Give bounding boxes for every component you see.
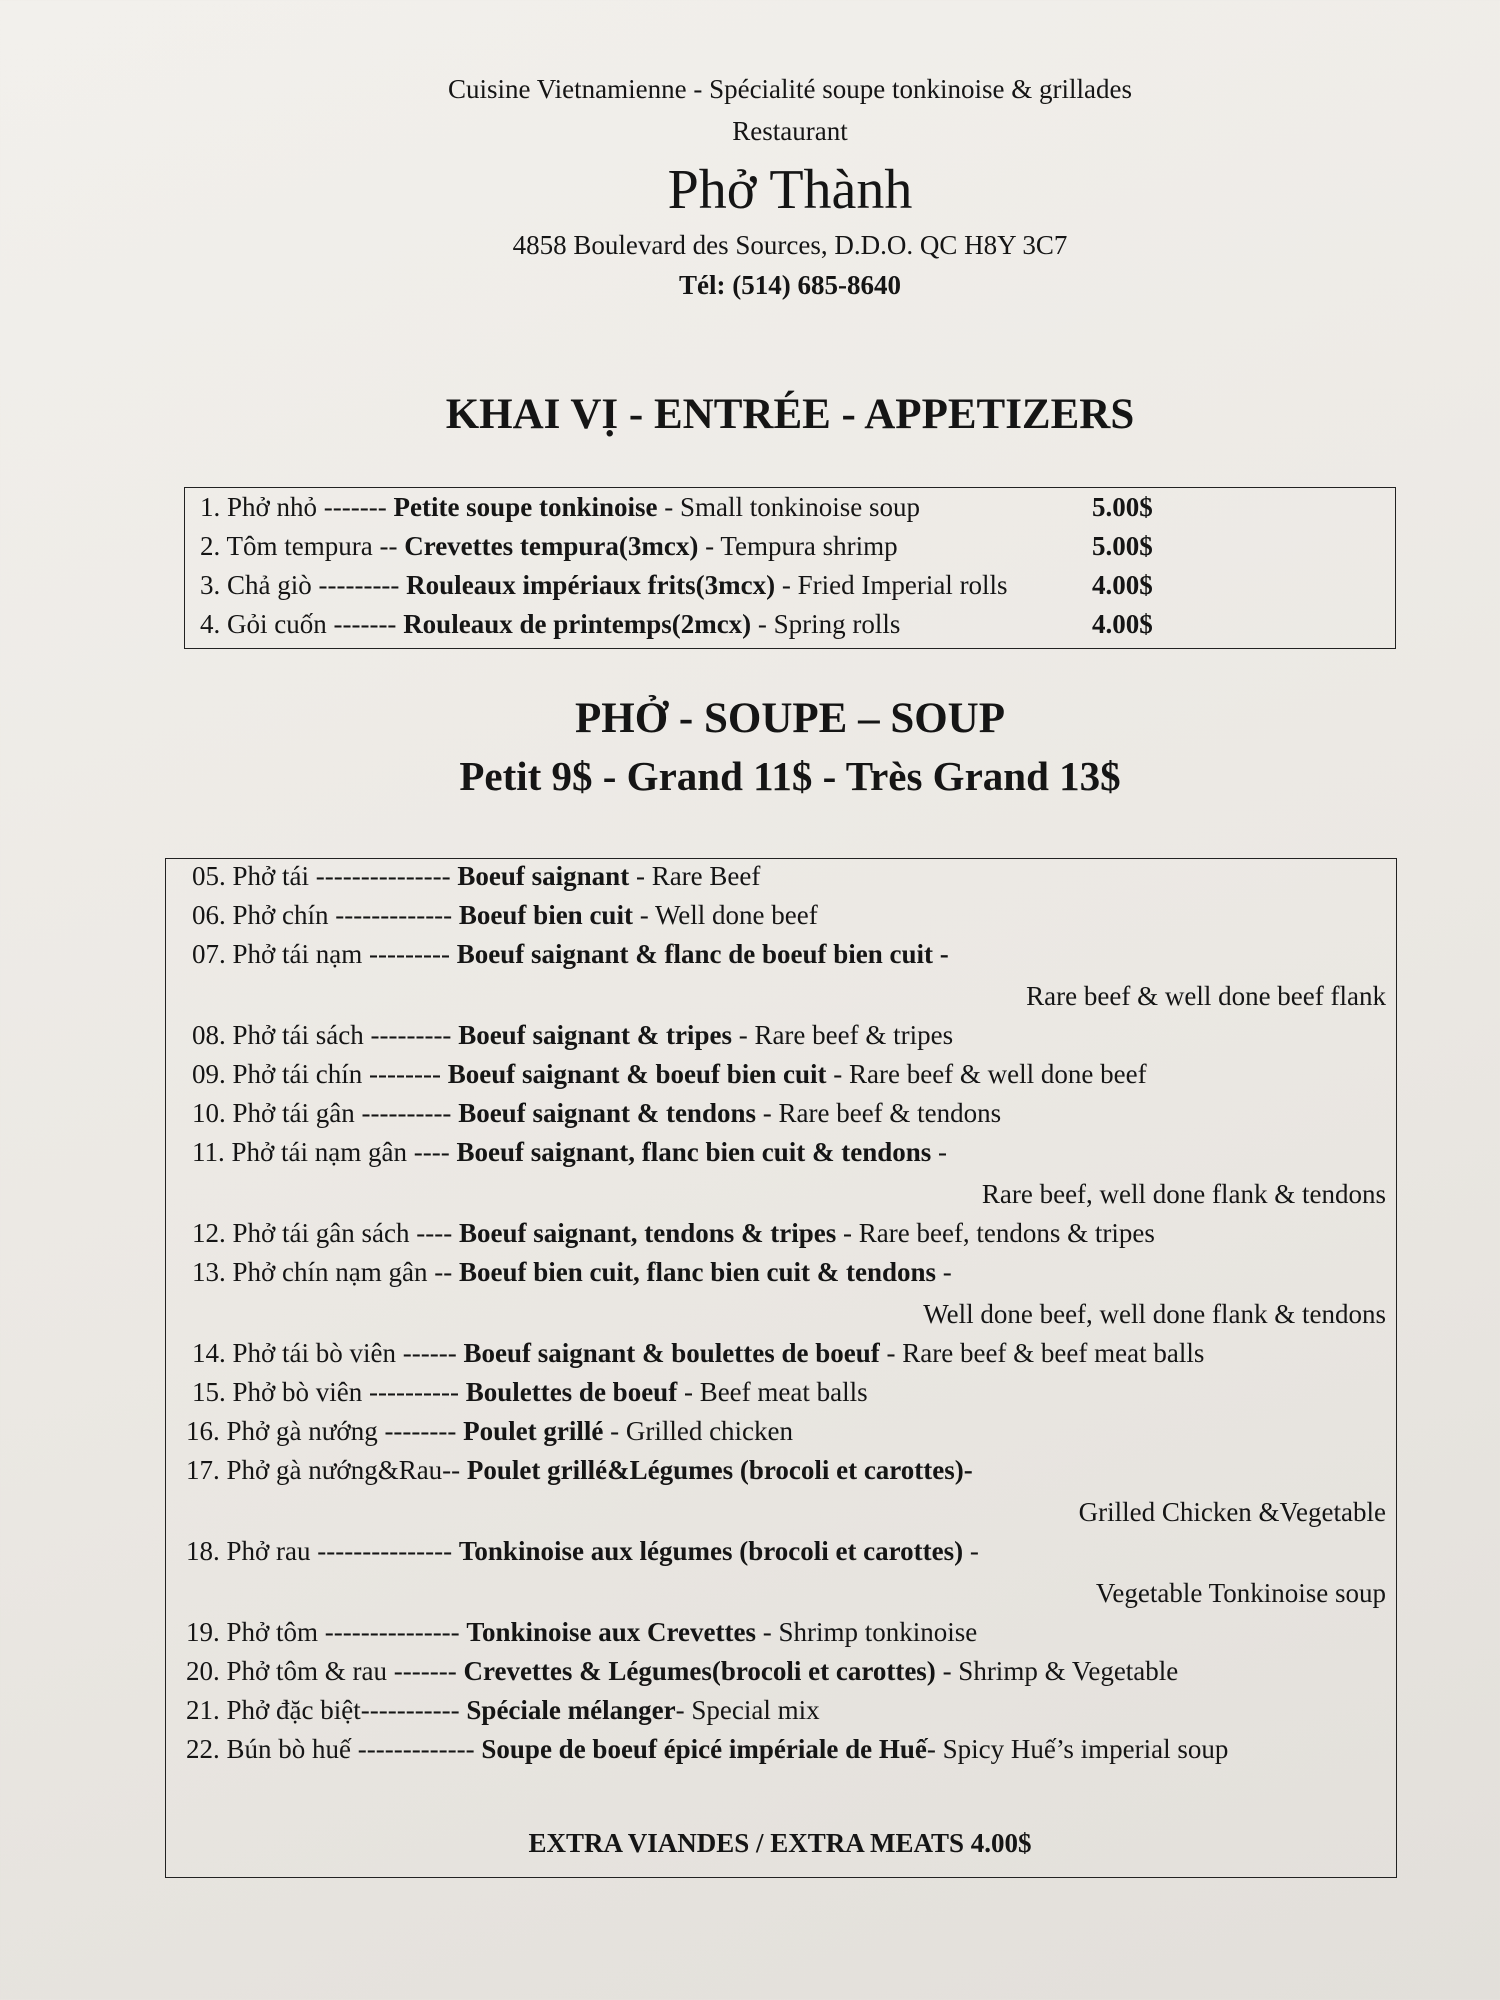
soup-row [192, 1139, 947, 1166]
item-french-name: Rouleaux impériaux frits(3mcx) [406, 570, 776, 600]
soup-row [186, 1697, 820, 1724]
extra-meats: EXTRA VIANDES / EXTRA MEATS 4.00$ [528, 1828, 1032, 1858]
item-english-name: - Beef meat balls [677, 1377, 868, 1407]
item-english-name: - [936, 1257, 952, 1287]
soup-row [186, 1658, 1178, 1685]
item-vietnamese-name: 17. Phở gà nướng&Rau-- [186, 1455, 461, 1485]
item-english-name: - Rare beef & beef meat balls [879, 1338, 1205, 1368]
item-french-name: Boeuf saignant [457, 861, 630, 891]
item-french-name: Boeuf saignant, tendons & tripes [458, 1218, 837, 1248]
appetizer-row [200, 611, 900, 638]
item-french-name: Boeuf saignant & boulettes de boeuf [463, 1338, 880, 1368]
item-english-name: - Rare Beef [629, 861, 761, 891]
soup-row [186, 1619, 977, 1646]
appetizer-price: 5.00$ [1092, 531, 1153, 561]
item-vietnamese-name: 22. Bún bò huế ------------- [186, 1734, 475, 1764]
soup-row [192, 1379, 868, 1406]
item-english-name: - Spring rolls [751, 609, 901, 639]
item-french-name: Rouleaux de printemps(2mcx) [403, 609, 752, 639]
item-english-name: - Rare beef & tendons [756, 1098, 1002, 1128]
soup-row [192, 902, 818, 929]
item-vietnamese-name: 12. Phở tái gân sách ---- [192, 1218, 453, 1248]
item-french-name: Tonkinoise aux Crevettes [466, 1617, 756, 1647]
item-english-name: - Well done beef [632, 900, 818, 930]
item-english-name: - [963, 1536, 979, 1566]
item-french-name: Boeuf saignant & boeuf bien cuit [447, 1059, 827, 1089]
restaurant-address: 4858 Boulevard des Sources, D.D.O. QC H8Y 3C7 [512, 230, 1068, 260]
item-french-name: Soupe de boeuf épicé impériale de Huế [481, 1734, 927, 1764]
item-french-name: Boulettes de boeuf [465, 1377, 678, 1407]
item-vietnamese-name: 05. Phở tái --------------- [192, 861, 451, 891]
soup-row [192, 1340, 1204, 1367]
item-english-name: - Rare beef, tendons & tripes [836, 1218, 1155, 1248]
item-french-name: Boeuf saignant, flanc bien cuit & tendons [456, 1137, 932, 1167]
item-vietnamese-name: 19. Phở tôm --------------- [186, 1617, 460, 1647]
appetizer-price: 4.00$ [1092, 570, 1153, 600]
item-vietnamese-name: 08. Phở tái sách --------- [192, 1020, 452, 1050]
restaurant-phone: Tél: (514) 685-8640 [679, 270, 901, 300]
item-vietnamese-name: 3. Chả giò --------- [200, 570, 400, 600]
soup-row-continuation: Well done beef, well done flank & tendons [923, 1299, 1386, 1329]
item-vietnamese-name: 1. Phở nhỏ ------- [200, 492, 387, 522]
soup-sizes: Petit 9$ - Grand 11$ - Très Grand 13$ [459, 753, 1121, 799]
item-french-name: Boeuf saignant & tendons [458, 1098, 756, 1128]
soup-row-continuation: Grilled Chicken &Vegetable [1078, 1497, 1386, 1527]
item-english-name: - Spicy Huế’s imperial soup [926, 1734, 1229, 1764]
soup-row-continuation: Rare beef, well done flank & tendons [981, 1179, 1386, 1209]
soups-title: PHỞ - SOUPE – SOUP [574, 695, 1006, 742]
appetizers-title: KHAI VỊ - ENTRÉE - APPETIZERS [445, 391, 1135, 438]
soup-row [186, 1457, 973, 1484]
item-vietnamese-name: 10. Phở tái gân ---------- [192, 1098, 452, 1128]
item-french-name: Poulet grillé&Légumes (brocoli et carottes)- [466, 1455, 973, 1485]
item-english-name: - Shrimp & Vegetable [935, 1656, 1179, 1686]
item-french-name: Poulet grillé [463, 1416, 604, 1446]
item-vietnamese-name: 13. Phở chín nạm gân -- [192, 1257, 453, 1287]
item-french-name: Crevettes tempura(3mcx) [404, 531, 699, 561]
item-english-name: - Rare beef & well done beef [826, 1059, 1147, 1089]
appetizer-price: 4.00$ [1092, 609, 1153, 639]
item-vietnamese-name: 06. Phở chín ------------- [192, 900, 453, 930]
soups-box [165, 858, 1397, 1878]
item-english-name: - [931, 1137, 948, 1167]
item-english-name: - Shrimp tonkinoise [755, 1617, 978, 1647]
item-french-name: Crevettes & Légumes(brocoli et carottes) [463, 1656, 936, 1686]
item-french-name: Boeuf bien cuit, flanc bien cuit & tendons [458, 1257, 937, 1287]
item-vietnamese-name: 14. Phở tái bò viên ------ [192, 1338, 457, 1368]
item-vietnamese-name: 15. Phở bò viên ---------- [192, 1377, 459, 1407]
soup-row [192, 1259, 952, 1286]
restaurant-tagline: Cuisine Vietnamienne - Spécialité soupe tonkinoise & grillades [448, 74, 1132, 104]
item-french-name: Boeuf saignant & tripes [458, 1020, 732, 1050]
soup-row-continuation: Vegetable Tonkinoise soup [1095, 1578, 1386, 1608]
item-english-name: - Rare beef & tripes [731, 1020, 954, 1050]
item-vietnamese-name: 20. Phở tôm & rau ------- [186, 1656, 457, 1686]
item-vietnamese-name: 09. Phở tái chín -------- [192, 1059, 441, 1089]
item-french-name: Tonkinoise aux légumes (brocoli et carottes) [458, 1536, 964, 1566]
soup-row [192, 1022, 953, 1049]
item-vietnamese-name: 11. Phở tái nạm gân ---- [192, 1137, 450, 1167]
item-english-name: - Special mix [675, 1695, 820, 1725]
item-french-name: Boeuf bien cuit [458, 900, 633, 930]
item-vietnamese-name: 16. Phở gà nướng -------- [186, 1416, 457, 1446]
item-vietnamese-name: 07. Phở tái nạm --------- [192, 939, 450, 969]
item-vietnamese-name: 18. Phở rau --------------- [186, 1536, 453, 1566]
item-vietnamese-name: 21. Phở đặc biệt----------- [186, 1695, 460, 1725]
soup-row [192, 1220, 1155, 1247]
soup-row [192, 1100, 1001, 1127]
soup-row [192, 863, 760, 890]
item-french-name: Boeuf saignant & flanc de boeuf bien cuit - [456, 939, 949, 969]
item-vietnamese-name: 2. Tôm tempura -- [200, 531, 398, 561]
item-english-name: - Grilled chicken [603, 1416, 794, 1446]
soup-row-continuation: Rare beef & well done beef flank [1026, 981, 1386, 1011]
appetizer-price: 5.00$ [1092, 492, 1153, 522]
item-french-name: Spéciale mélanger [466, 1695, 676, 1725]
restaurant-name: Phở Thành [667, 159, 913, 221]
soup-row [192, 941, 949, 968]
soup-row [186, 1538, 979, 1565]
soup-row [186, 1418, 793, 1445]
appetizer-row [200, 533, 898, 560]
item-english-name: - Small tonkinoise soup [657, 492, 920, 522]
soup-row [186, 1736, 1228, 1763]
soup-row [192, 1061, 1147, 1088]
appetizer-row [200, 572, 1008, 599]
item-french-name: Petite soupe tonkinoise [393, 492, 658, 522]
item-english-name: - Fried Imperial rolls [775, 570, 1008, 600]
appetizer-row [200, 494, 920, 521]
restaurant-type: Restaurant [732, 116, 848, 146]
item-english-name: - Tempura shrimp [698, 531, 898, 561]
item-vietnamese-name: 4. Gỏi cuốn ------- [200, 609, 397, 639]
